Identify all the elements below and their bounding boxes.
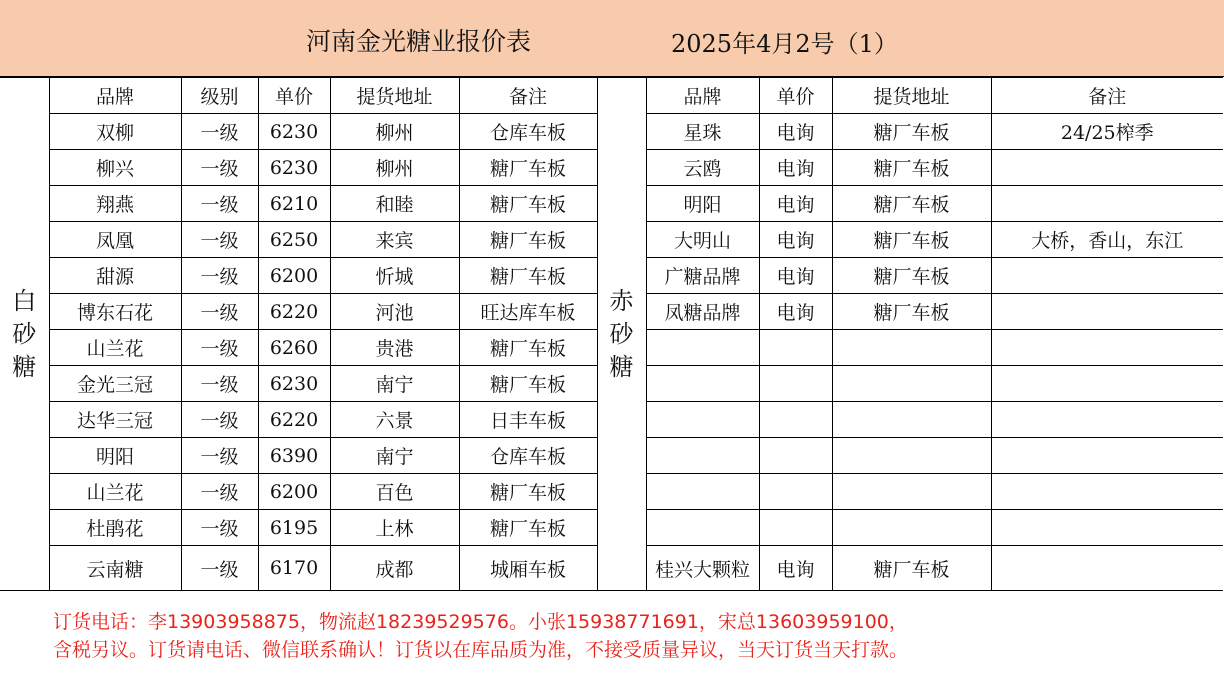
red-note-cell: 24/25榨季 (991, 114, 1223, 150)
red-price-cell: 电询 (759, 546, 832, 591)
red-brand-cell: 大明山 (646, 222, 759, 258)
red-brand-cell (646, 402, 759, 438)
white-location-cell: 忻城 (330, 258, 459, 294)
white-grade-cell: 一级 (181, 150, 258, 186)
red-price-cell (759, 402, 832, 438)
red-location-cell: 糖厂车板 (832, 114, 991, 150)
white-brand-cell: 金光三冠 (49, 366, 181, 402)
white-grade-cell: 一级 (181, 222, 258, 258)
white-location-cell: 上林 (330, 510, 459, 546)
red-brand-cell (646, 438, 759, 474)
red-price-cell (759, 474, 832, 510)
white-column-header: 品牌 (49, 78, 181, 114)
red-brand-cell: 云鸥 (646, 150, 759, 186)
red-brand-cell: 凤糖品牌 (646, 294, 759, 330)
white-note-cell: 糖厂车板 (459, 330, 597, 366)
white-price-cell: 6220 (258, 294, 330, 330)
red-note-cell (991, 474, 1223, 510)
red-location-cell: 糖厂车板 (832, 150, 991, 186)
white-note-cell: 糖厂车板 (459, 186, 597, 222)
red-location-cell (832, 438, 991, 474)
white-price-cell: 6195 (258, 510, 330, 546)
white-location-cell: 柳州 (330, 114, 459, 150)
white-note-cell: 仓库车板 (459, 114, 597, 150)
white-sugar-label-char: 白 (12, 286, 37, 315)
white-brand-cell: 山兰花 (49, 330, 181, 366)
white-brand-cell: 凤凰 (49, 222, 181, 258)
white-note-cell: 糖厂车板 (459, 150, 597, 186)
column-header-row (0, 78, 1223, 114)
red-brand-cell (646, 510, 759, 546)
white-note-cell: 日丰车板 (459, 402, 597, 438)
white-note-cell: 糖厂车板 (459, 474, 597, 510)
red-sugar-label-char: 糖 (609, 352, 634, 381)
red-brand-cell (646, 330, 759, 366)
white-price-cell: 6250 (258, 222, 330, 258)
white-price-cell: 6390 (258, 438, 330, 474)
order-notice-line-1: 订货电话：李13903958875，物流赵18239529576。小张15938771691，宋总13603959100， (53, 611, 908, 633)
white-brand-cell: 明阳 (49, 438, 181, 474)
white-grade-cell: 一级 (181, 330, 258, 366)
red-location-cell (832, 510, 991, 546)
white-location-cell: 南宁 (330, 366, 459, 402)
white-price-cell: 6230 (258, 366, 330, 402)
red-note-cell (991, 258, 1223, 294)
red-brand-cell: 星珠 (646, 114, 759, 150)
red-column-header: 提货地址 (832, 78, 991, 114)
sheet-title: 河南金光糖业报价表 (306, 27, 532, 56)
red-brand-cell: 明阳 (646, 186, 759, 222)
red-price-cell: 电询 (759, 114, 832, 150)
white-price-cell: 6260 (258, 330, 330, 366)
white-note-cell: 糖厂车板 (459, 366, 597, 402)
white-brand-cell: 博东石花 (49, 294, 181, 330)
white-brand-cell: 甜源 (49, 258, 181, 294)
white-price-cell: 6220 (258, 402, 330, 438)
red-price-cell: 电询 (759, 150, 832, 186)
white-column-header: 单价 (258, 78, 330, 114)
white-grade-cell: 一级 (181, 186, 258, 222)
red-column-header: 备注 (991, 78, 1223, 114)
price-table (0, 77, 1223, 591)
sheet-header (0, 0, 1224, 77)
white-location-cell: 和睦 (330, 186, 459, 222)
red-note-cell (991, 402, 1223, 438)
white-price-cell: 6170 (258, 546, 330, 591)
red-location-cell: 糖厂车板 (832, 546, 991, 591)
red-price-cell (759, 510, 832, 546)
white-brand-cell: 杜鹃花 (49, 510, 181, 546)
red-location-cell: 糖厂车板 (832, 294, 991, 330)
sheet-date: 2025年4月2号（1） (671, 30, 898, 58)
red-location-cell (832, 330, 991, 366)
white-note-cell: 仓库车板 (459, 438, 597, 474)
white-location-cell: 六景 (330, 402, 459, 438)
white-location-cell: 百色 (330, 474, 459, 510)
white-grade-cell: 一级 (181, 474, 258, 510)
white-location-cell: 贵港 (330, 330, 459, 366)
white-brand-cell: 山兰花 (49, 474, 181, 510)
order-notice-line-2: 含税另议。订货请电话、微信联系确认！订货以在库品质为准，不接受质量异议，当天订货当天打款。 (53, 639, 909, 661)
white-location-cell: 南宁 (330, 438, 459, 474)
red-location-cell: 糖厂车板 (832, 258, 991, 294)
white-grade-cell: 一级 (181, 114, 258, 150)
white-location-cell: 来宾 (330, 222, 459, 258)
red-location-cell: 糖厂车板 (832, 222, 991, 258)
red-location-cell (832, 474, 991, 510)
white-price-cell: 6200 (258, 258, 330, 294)
red-note-cell (991, 294, 1223, 330)
red-sugar-label-char: 砂 (609, 319, 634, 348)
red-brand-cell (646, 366, 759, 402)
red-location-cell (832, 402, 991, 438)
red-price-cell (759, 366, 832, 402)
white-location-cell: 柳州 (330, 150, 459, 186)
red-column-header: 品牌 (646, 78, 759, 114)
white-price-cell: 6230 (258, 114, 330, 150)
red-note-cell (991, 150, 1223, 186)
red-column-header: 单价 (759, 78, 832, 114)
white-grade-cell: 一级 (181, 402, 258, 438)
white-brand-cell: 柳兴 (49, 150, 181, 186)
white-note-cell: 糖厂车板 (459, 222, 597, 258)
red-note-cell (991, 546, 1223, 591)
white-grade-cell: 一级 (181, 258, 258, 294)
white-grade-cell: 一级 (181, 366, 258, 402)
red-price-cell (759, 438, 832, 474)
white-price-cell: 6200 (258, 474, 330, 510)
white-column-header: 提货地址 (330, 78, 459, 114)
white-grade-cell: 一级 (181, 294, 258, 330)
white-sugar-label (0, 78, 49, 591)
red-sugar-label-char: 赤 (609, 286, 634, 315)
order-notice (53, 608, 908, 664)
white-location-cell: 成都 (330, 546, 459, 591)
white-price-cell: 6230 (258, 150, 330, 186)
white-grade-cell: 一级 (181, 510, 258, 546)
white-column-header: 级别 (181, 78, 258, 114)
red-brand-cell: 桂兴大颗粒 (646, 546, 759, 591)
red-price-cell: 电询 (759, 258, 832, 294)
red-location-cell: 糖厂车板 (832, 186, 991, 222)
red-note-cell (991, 510, 1223, 546)
red-note-cell: 大桥，香山，东江 (991, 222, 1223, 258)
white-grade-cell: 一级 (181, 546, 258, 591)
white-note-cell: 城厢车板 (459, 546, 597, 591)
red-note-cell (991, 186, 1223, 222)
white-sugar-label-char: 糖 (12, 352, 37, 381)
red-price-cell: 电询 (759, 186, 832, 222)
white-note-cell: 糖厂车板 (459, 510, 597, 546)
red-price-cell: 电询 (759, 294, 832, 330)
red-sugar-label (597, 78, 646, 591)
white-note-cell: 旺达库车板 (459, 294, 597, 330)
white-grade-cell: 一级 (181, 438, 258, 474)
white-price-cell: 6210 (258, 186, 330, 222)
red-note-cell (991, 366, 1223, 402)
white-brand-cell: 达华三冠 (49, 402, 181, 438)
red-brand-cell (646, 474, 759, 510)
white-column-header: 备注 (459, 78, 597, 114)
red-brand-cell: 广糖品牌 (646, 258, 759, 294)
red-note-cell (991, 438, 1223, 474)
red-price-cell: 电询 (759, 222, 832, 258)
red-note-cell (991, 330, 1223, 366)
red-price-cell (759, 330, 832, 366)
red-location-cell (832, 366, 991, 402)
white-location-cell: 河池 (330, 294, 459, 330)
white-note-cell: 糖厂车板 (459, 258, 597, 294)
white-sugar-label-char: 砂 (12, 319, 37, 348)
white-brand-cell: 双柳 (49, 114, 181, 150)
white-brand-cell: 翔燕 (49, 186, 181, 222)
white-brand-cell: 云南糖 (49, 546, 181, 591)
